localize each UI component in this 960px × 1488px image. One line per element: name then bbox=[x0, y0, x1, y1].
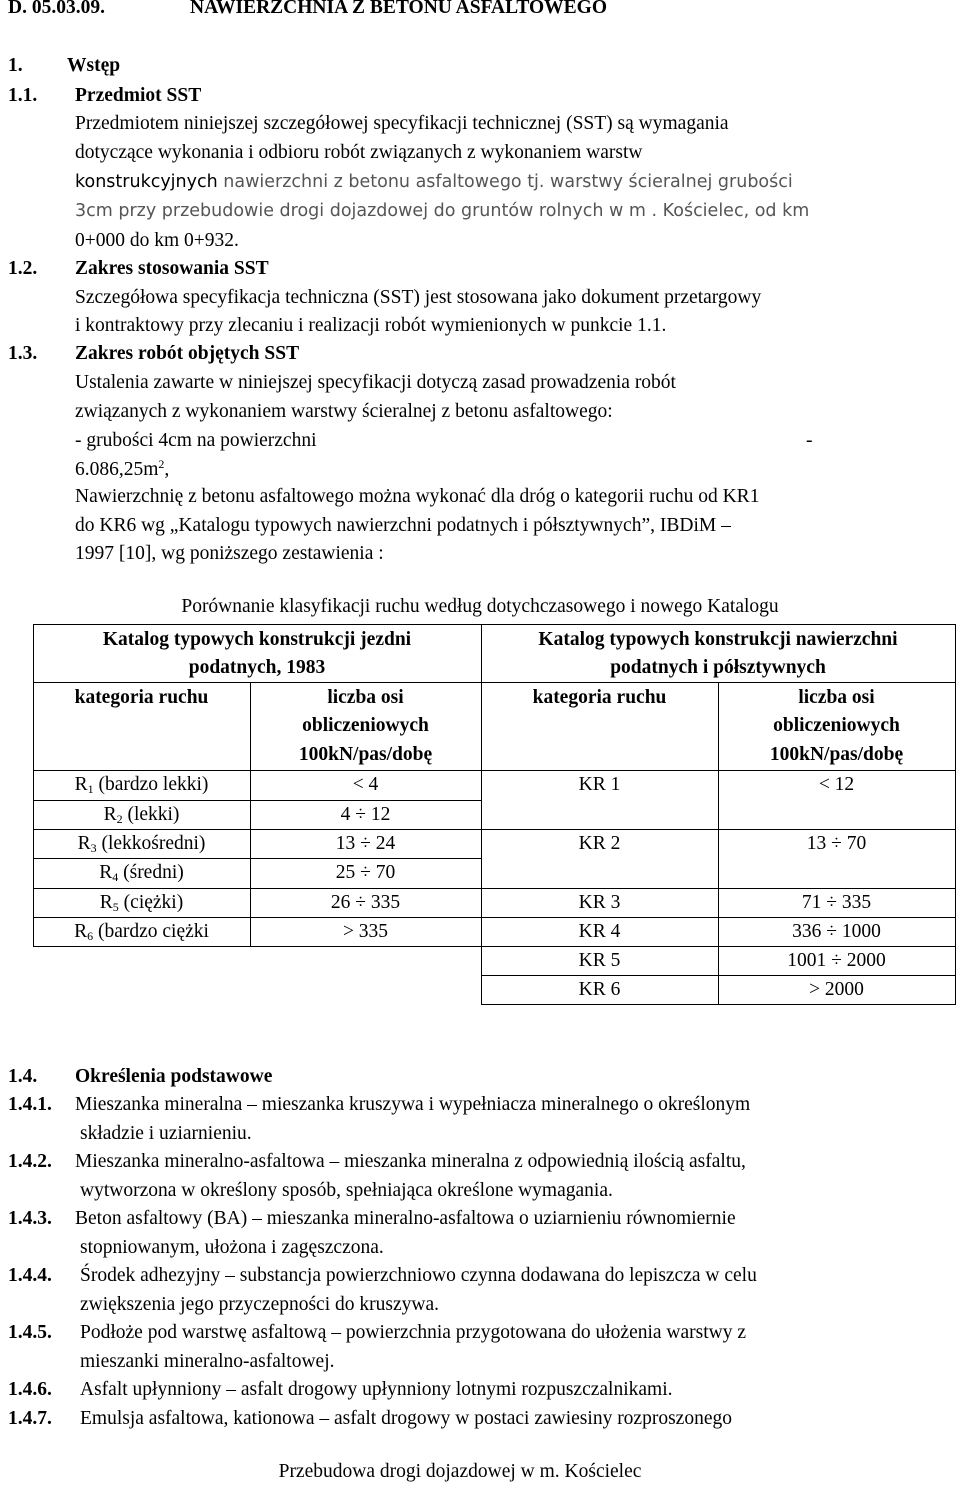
left-col-axles-header-3: 100kN/pas/dobę bbox=[298, 744, 433, 765]
definition-number: 1.4.2. bbox=[8, 1151, 52, 1172]
section-1-4-number: 1.4. bbox=[8, 1066, 38, 1087]
definition-number: 1.4.4. bbox=[8, 1265, 52, 1286]
definition-text: Beton asfaltowy (BA) – mieszanka mineralno-asfaltowa o uziarnieniu równomiernie bbox=[75, 1208, 736, 1229]
paragraph-line: dotyczące wykonania i odbioru robót związanych z wykonaniem warstw bbox=[75, 142, 643, 163]
paragraph-line: 3cm przy przebudowie drogi dojazdowej do gruntów rolnych w m . Kościelec, od km bbox=[75, 201, 810, 221]
definition-text: wytworzona w określony sposób, spełniająca określone wymagania. bbox=[80, 1180, 613, 1201]
doc-code: D. 05.03.09. bbox=[8, 0, 105, 18]
definition-text: Podłoże pod warstwę asfaltową – powierzchnia przygotowana do ułożenia warstwy z bbox=[80, 1322, 747, 1343]
right-row-category: KR 3 bbox=[578, 892, 621, 913]
left-row-value: < 4 bbox=[352, 774, 379, 795]
section-1-4-title: Określenia podstawowe bbox=[75, 1066, 273, 1087]
paragraph-line: konstrukcyjnych nawierzchni z betonu asfaltowego tj. warstwy ścieralnej grubości bbox=[75, 172, 793, 192]
left-row-category: $R_1$ (bardzo lekki) bbox=[74, 774, 209, 796]
right-row-value: 13 ÷ 70 bbox=[806, 833, 867, 854]
left-row-category: $R_3$ (lekkośredni) bbox=[77, 833, 206, 855]
left-row-value: 26 ÷ 335 bbox=[330, 892, 401, 913]
page-footer: Przebudowa drogi dojazdowej w m. Kościelec bbox=[278, 1461, 642, 1482]
paragraph-line: Przedmiotem niniejszej szczegółowej specyfikacji technicznej (SST) są wymagania bbox=[75, 113, 729, 134]
left-row-value: 25 ÷ 70 bbox=[335, 862, 396, 883]
section-1-2-number: 1.2. bbox=[8, 258, 38, 279]
paragraph-line: i kontraktowy przy zlecaniu i realizacji robót wymienionych w punkcie 1.1. bbox=[75, 315, 667, 336]
doc-title: NAWIERZCHNIA Z BETONU ASFALTOWEGO bbox=[190, 0, 608, 18]
definition-text: Mieszanka mineralna – mieszanka kruszywa i wypełniacza mineralnego o określonym bbox=[75, 1094, 751, 1115]
definition-text: stopniowanym, ułożona i zagęszczona. bbox=[80, 1237, 384, 1258]
definition-text: Mieszanka mineralno-asfaltowa – mieszanka mineralna z odpowiednią ilością asfaltu, bbox=[75, 1151, 746, 1172]
definition-number: 1.4.6. bbox=[8, 1379, 52, 1400]
paragraph-line: 1997 [10], wg poniższego zestawienia : bbox=[75, 543, 384, 564]
section-1-1-number: 1.1. bbox=[8, 85, 38, 106]
left-header-line1: Katalog typowych konstrukcji jezdni bbox=[102, 629, 412, 650]
right-col-axles-header-3: 100kN/pas/dobę bbox=[769, 744, 904, 765]
definition-number: 1.4.5. bbox=[8, 1322, 52, 1343]
left-row-category: $R_2$ (lekki) bbox=[103, 804, 180, 826]
definition-number: 1.4.7. bbox=[8, 1408, 52, 1429]
right-row-category: KR 5 bbox=[578, 950, 621, 971]
paragraph-line: 0+000 do km 0+932. bbox=[75, 230, 239, 251]
paragraph-line: do KR6 wg „Katalogu typowych nawierzchni podatnych i półsztywnych”, IBDiM – bbox=[75, 515, 731, 536]
right-col-axles-header-1: liczba osi bbox=[798, 687, 875, 708]
right-row-value: < 12 bbox=[818, 774, 855, 795]
definition-text: Asfalt upłynniony – asfalt drogowy upłynniony lotnymi rozpuszczalnikami. bbox=[80, 1379, 673, 1400]
section-1-1-title: Przedmiot SST bbox=[75, 85, 202, 106]
right-row-value: 71 ÷ 335 bbox=[801, 892, 872, 913]
left-col-category-header: kategoria ruchu bbox=[74, 687, 209, 708]
right-row-category: KR 6 bbox=[578, 979, 621, 1000]
right-col-axles-header-2: obliczeniowych bbox=[773, 715, 900, 736]
left-row-value: > 335 bbox=[342, 921, 389, 942]
definition-text: Środek adhezyjny – substancja powierzchniowo czynna dodawana do lepiszcza w celu bbox=[80, 1265, 757, 1286]
left-row-category: $R_6$ (bardzo ciężki bbox=[74, 921, 209, 943]
dash: - bbox=[806, 430, 813, 451]
right-row-category: KR 1 bbox=[578, 774, 621, 795]
right-row-value: > 2000 bbox=[809, 979, 864, 1000]
left-col-axles-header-2: obliczeniowych bbox=[302, 715, 429, 736]
section-1-title: Wstęp bbox=[67, 55, 121, 76]
right-header-line2: podatnych i półsztywnych bbox=[610, 657, 826, 678]
area-value: $6.086,25m^2$, bbox=[75, 457, 170, 480]
paragraph-line: związanych z wykonaniem warstwy ścieralnej z betonu asfaltowego: bbox=[75, 401, 613, 422]
section-1-2-title: Zakres stosowania SST bbox=[75, 258, 269, 279]
definition-text: zwiększenia jego przyczepności do kruszywa. bbox=[80, 1294, 439, 1315]
paragraph-line: Szczegółowa specyfikacja techniczna (SST) jest stosowana jako dokument przetargowy bbox=[75, 287, 762, 308]
definition-text: mieszanki mineralno-asfaltowej. bbox=[80, 1351, 335, 1372]
left-row-value: 13 ÷ 24 bbox=[335, 833, 396, 854]
section-1-number: 1. bbox=[8, 55, 23, 76]
right-col-category-header: kategoria ruchu bbox=[532, 687, 667, 708]
left-header-line2: podatnych, 1983 bbox=[188, 657, 326, 678]
right-header-line1: Katalog typowych konstrukcji nawierzchni bbox=[538, 629, 898, 650]
left-row-category: $R_4$ (średni) bbox=[99, 862, 184, 884]
table-title: Porównanie klasyfikacji ruchu według dotychczasowego i nowego Katalogu bbox=[181, 596, 779, 617]
left-row-category: $R_5$ (ciężki) bbox=[99, 892, 184, 914]
right-row-category: KR 2 bbox=[578, 833, 621, 854]
definition-number: 1.4.1. bbox=[8, 1094, 52, 1115]
right-row-value: 336 ÷ 1000 bbox=[792, 921, 881, 942]
section-1-3-title: Zakres robót objętych SST bbox=[75, 343, 300, 364]
definition-number: 1.4.3. bbox=[8, 1208, 52, 1229]
section-1-3-number: 1.3. bbox=[8, 343, 38, 364]
right-row-category: KR 4 bbox=[578, 921, 621, 942]
definition-text: składzie i uziarnieniu. bbox=[80, 1123, 252, 1144]
definition-text: Emulsja asfaltowa, kationowa – asfalt drogowy w postaci zawiesiny rozproszonego bbox=[80, 1408, 732, 1429]
paragraph-line: Nawierzchnię z betonu asfaltowego można wykonać dla dróg o kategorii ruchu od KR1 bbox=[75, 486, 760, 507]
right-row-value: 1001 ÷ 2000 bbox=[787, 950, 886, 971]
left-row-value: 4 ÷ 12 bbox=[340, 804, 391, 825]
left-col-axles-header-1: liczba osi bbox=[327, 687, 404, 708]
bullet-line: - grubości 4cm na powierzchni bbox=[75, 430, 317, 451]
paragraph-line: Ustalenia zawarte w niniejszej specyfikacji dotyczą zasad prowadzenia robót bbox=[75, 372, 676, 393]
